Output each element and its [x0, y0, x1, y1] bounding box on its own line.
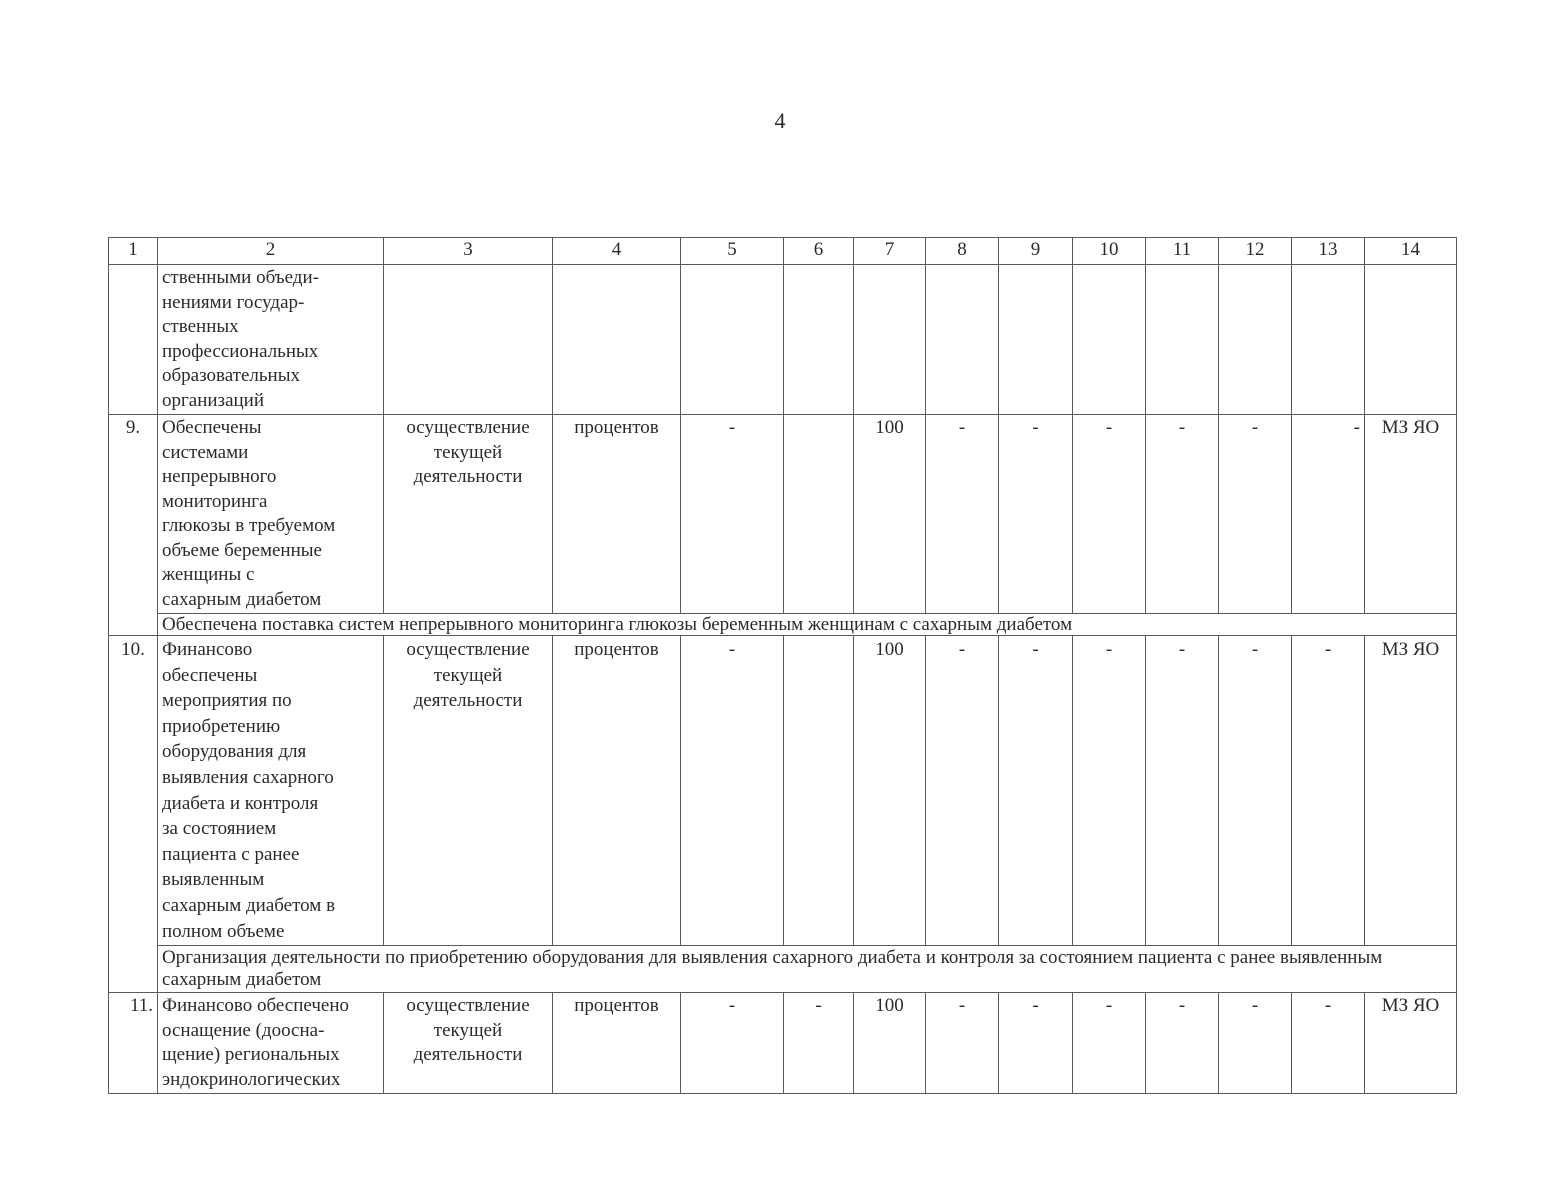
column-number: 11 — [1146, 238, 1219, 265]
indicator-name: Финансово обеспечено оснащение (доосна- щение) региональных эндокринологических — [158, 993, 384, 1094]
column-number: 6 — [784, 238, 854, 265]
indicators-table — [108, 237, 1457, 1094]
unit-cell: процентов — [553, 415, 681, 614]
empty-cell — [681, 265, 784, 415]
empty-cell — [1219, 265, 1292, 415]
executor-cell: МЗ ЯО — [1365, 636, 1457, 946]
executor-cell: МЗ ЯО — [1365, 415, 1457, 614]
value-cell: - — [999, 993, 1073, 1094]
empty-cell — [1146, 265, 1219, 415]
column-number: 7 — [854, 238, 926, 265]
value-cell — [784, 636, 854, 946]
funding-source: осуществление текущей деятельности — [384, 415, 553, 614]
column-number: 2 — [158, 238, 384, 265]
value-cell: - — [681, 636, 784, 946]
table-row — [109, 415, 1457, 614]
empty-cell — [1073, 265, 1146, 415]
column-number: 5 — [681, 238, 784, 265]
funding-source: осуществление текущей деятельности — [384, 636, 553, 946]
table-row-note — [109, 614, 1457, 636]
value-cell: - — [926, 636, 999, 946]
value-cell: - — [784, 993, 854, 1094]
table-row — [109, 993, 1457, 1094]
value-cell: - — [1073, 636, 1146, 946]
table-row-continuation — [109, 265, 1457, 415]
value-cell: - — [926, 415, 999, 614]
column-number-row — [109, 238, 1457, 265]
value-cell: - — [1219, 415, 1292, 614]
value-cell: - — [1146, 415, 1219, 614]
value-cell: - — [999, 636, 1073, 946]
column-number: 10 — [1073, 238, 1146, 265]
value-cell: 100 — [854, 415, 926, 614]
page-number: 4 — [774, 108, 786, 133]
empty-cell — [926, 265, 999, 415]
empty-cell — [553, 265, 681, 415]
value-cell: - — [926, 993, 999, 1094]
column-number: 14 — [1365, 238, 1457, 265]
empty-cell — [784, 265, 854, 415]
unit-cell: процентов — [553, 636, 681, 946]
value-cell: - — [1073, 993, 1146, 1094]
value-cell: - — [1073, 415, 1146, 614]
executor-cell: МЗ ЯО — [1365, 993, 1457, 1094]
empty-cell — [1292, 265, 1365, 415]
value-cell — [784, 415, 854, 614]
unit-cell: процентов — [553, 993, 681, 1094]
row-number: 10. — [109, 636, 158, 993]
result-note: Организация деятельности по приобретению оборудования для выявления сахарного диабета и контроля за состоянием пациента с ранее выявленным сахарным диабетом — [158, 946, 1457, 993]
column-number: 13 — [1292, 238, 1365, 265]
value-cell: - — [681, 415, 784, 614]
value-cell: - — [1292, 415, 1365, 614]
value-cell: - — [1292, 636, 1365, 946]
row-number-cell — [109, 265, 158, 415]
indicator-name: Финансово обеспечены мероприятия по приобретению оборудования для выявления сахарного диабета и контроля за состоянием пациента с ранее выявленным сахарным диабетом в полном объеме — [158, 636, 384, 946]
empty-cell — [854, 265, 926, 415]
indicator-name: Обеспечены системами непрерывного мониторинга глюкозы в требуемом объеме беременные женщины с сахарным диабетом — [158, 415, 384, 614]
column-number: 12 — [1219, 238, 1292, 265]
value-cell: - — [1292, 993, 1365, 1094]
value-cell: - — [1146, 993, 1219, 1094]
empty-cell — [384, 265, 553, 415]
column-number: 3 — [384, 238, 553, 265]
column-number: 8 — [926, 238, 999, 265]
column-number: 1 — [109, 238, 158, 265]
empty-cell — [999, 265, 1073, 415]
column-number: 9 — [999, 238, 1073, 265]
value-cell: - — [1146, 636, 1219, 946]
row-number: 11. — [109, 993, 158, 1094]
column-number: 4 — [553, 238, 681, 265]
empty-cell — [1365, 265, 1457, 415]
result-note: Обеспечена поставка систем непрерывного мониторинга глюкозы беременным женщинам с сахарным диабетом — [158, 614, 1457, 636]
value-cell: - — [1219, 636, 1292, 946]
value-cell: - — [1219, 993, 1292, 1094]
row-number: 9. — [109, 415, 158, 636]
indicator-name: ственными объеди- нениями государ- ственных профессиональных образовательных организаций — [158, 265, 384, 415]
value-cell: - — [681, 993, 784, 1094]
value-cell: - — [999, 415, 1073, 614]
value-cell: 100 — [854, 636, 926, 946]
funding-source: осуществление текущей деятельности — [384, 993, 553, 1094]
table-row-note — [109, 946, 1457, 993]
table-row — [109, 636, 1457, 946]
value-cell: 100 — [854, 993, 926, 1094]
